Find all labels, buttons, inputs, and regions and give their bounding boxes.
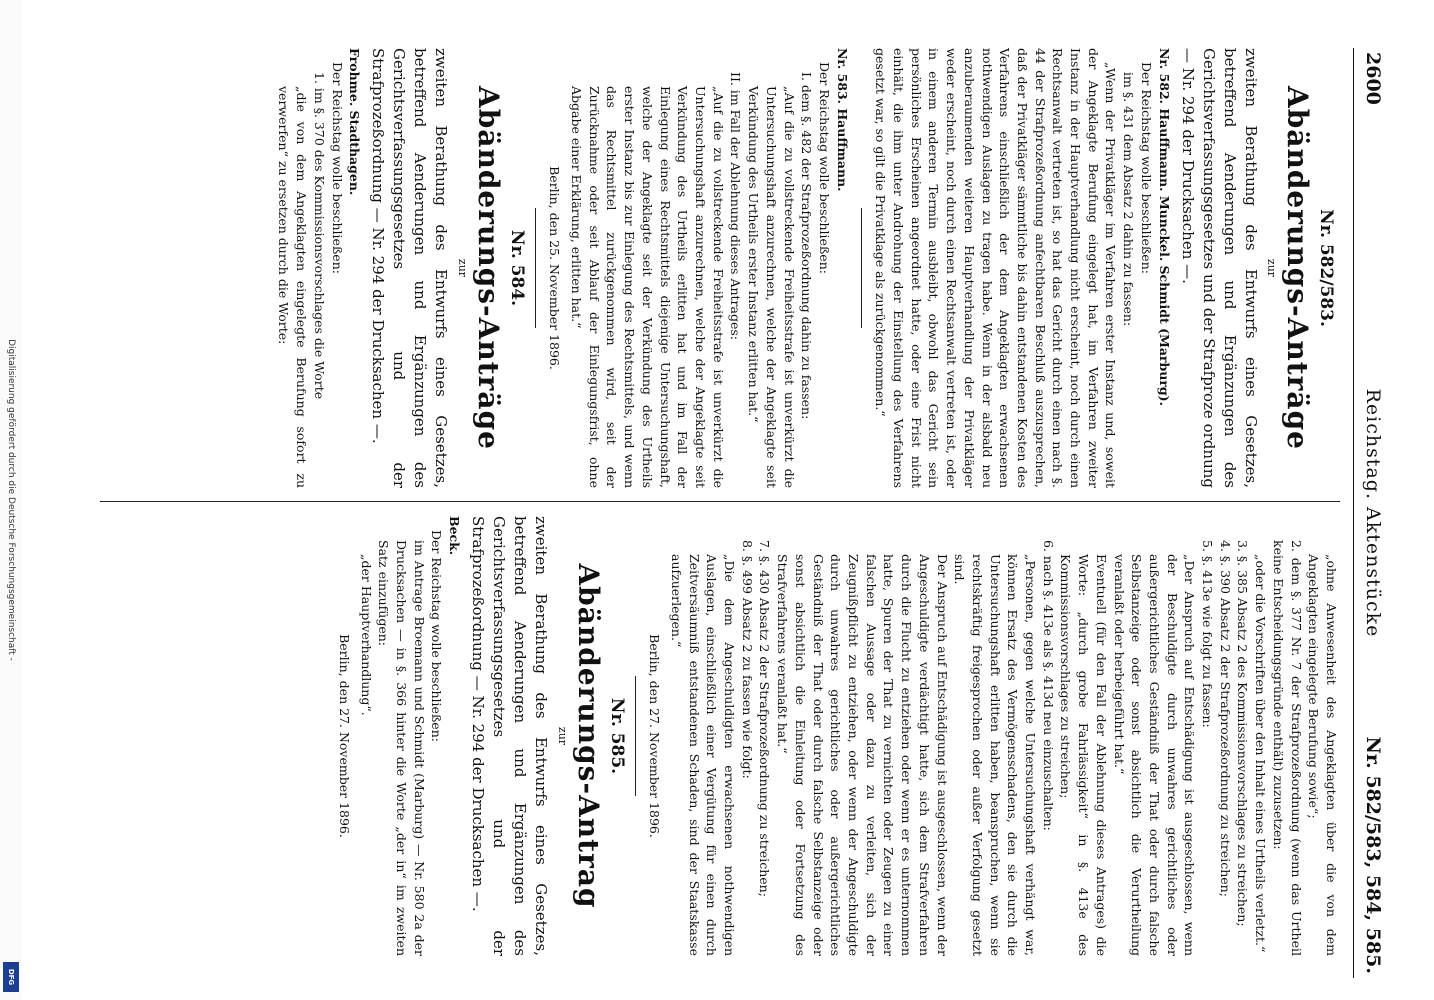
motion-583-quote: „Auf die zu vollstreckende Freiheitsstrafe ist unverkürzt die Untersuchungshaft anzurechnen, welche der Angeklagte seit Verkündung des Urtheils erlitten hat und im Fall der Einlegung eines Rechtsmittels diejenige Untersuchungshaft, welche der Angeklagte seit der Verkündung des Urtheils erster Instanz bis zur Einlegung des Rechtsmittels, und wenn das Rechtsmittel zurückgenommen wird, seit der Zurücknahme oder seit Ablauf der Einlegungsfrist, ohne Abgabe einer Erklärung, erlitten hat.“: [569, 86, 726, 488]
left-column: [275, 48, 1340, 488]
motion-582-line: Der Reichstag wolle beschließen:: [1138, 62, 1154, 274]
date-line: Berlin, den 27. November 1896.: [336, 634, 352, 838]
column-divider: [100, 501, 1340, 502]
date-line: Berlin, den 25. November 1896.: [547, 166, 563, 370]
motion-quote: „Der Anspruch auf Entschädigung ist ausgeschlossen, wenn der Beschuldigte durch unwahres gerichtliches oder außergerichtliches Geständniß der That oder durch falsche Selbstanzeige oder sonst absichtlich die Verurtheilung veranlaßt oder herbeigeführt hat.“: [1111, 554, 1198, 956]
section-title: Abänderungs-Antrag: [571, 563, 605, 909]
motion-583-line: I. dem §. 482 der Strafprozeßordnung dahin zu fassen:: [799, 72, 815, 420]
section-number: Nr. 584.: [506, 229, 527, 307]
digitization-credit: Digitalisierung gefördert durch die Deutsche Forschungsgemeinschaft -: [6, 339, 16, 661]
motion-585-line: Der Reichstag wolle beschließen:: [429, 530, 445, 742]
divider: [861, 208, 862, 328]
motion-582-line: im §. 431 dem Absatz 2 dahin zu fassen:: [1121, 72, 1137, 327]
motion-item: 5. §. 413e wie folgt zu fassen:: [1200, 540, 1216, 728]
section-zur: zur: [555, 726, 569, 746]
motion-582-heading: Nr. 582. Hauffmann. Munckel. Schmidt (Marburg).: [1156, 48, 1172, 406]
motion-item: 4. §. 390 Absatz 2 der Strafprozeßordnung zu streichen;: [1217, 540, 1233, 897]
page-number: 2600: [1362, 52, 1384, 105]
motion-585-heading: Beck.: [447, 516, 463, 556]
motion-quote: „Personen, gegen welche Untersuchungshaft verhängt war, können Ersatz des Vermögensschadens, den sie durch die Untersuchungshaft erlitten haben, beanspruchen, wenn sie rechtskräftig freigesprochen oder außer Verfolgung gesetzt sind.: [952, 554, 1039, 956]
motion-583-heading: Nr. 583. Hauffmann.: [834, 48, 850, 192]
date-line: Berlin, den 27. November 1896.: [647, 634, 663, 838]
motion-583-line: II. im Fall der Ablehnung dieses Antrages:: [728, 72, 744, 340]
continued-quote: „ohne Anwesenheit des Angeklagten über die von dem Angeklagten eingelegte Berufung sowie“;: [1306, 554, 1339, 956]
motion-item: 8. §. 499 Absatz 2 zu fassen wie folgt:: [739, 540, 755, 779]
motion-quote: Der Anspruch auf Entschädigung ist ausgeschlossen, wenn der Angeschuldigte verdächtigt hatte, sich dem Strafverfahren durch die Flucht zu entziehen oder wenn er es unternommen hatte, Spuren der That zu vernichten oder Zeugen zu einer falschen Aussage oder dazu zu verleiten, sich der Zeugnißpflicht zu entziehen, oder wenn der Angeschuldigte durch unwahres gerichtliches oder außergerichtliches Geständniß der That oder durch falsche Selbstanzeige oder sonst absichtlich die Einleitung oder Fortsetzung des Strafverfahrens veranlaßt hat.“: [775, 554, 950, 956]
motion-item: 7. §. 430 Absatz 2 der Strafprozeßordnung zu streichen;: [757, 540, 773, 897]
motion-585-quote: „der Hauptverhandlung“.: [358, 554, 374, 716]
section-zur: zur: [455, 258, 469, 278]
divider: [535, 208, 536, 328]
motion-584-heading: Frohme. Stadthagen.: [347, 48, 363, 196]
motion-582-quote: „Wenn der Privatkläger im Verfahren erster Instanz und, soweit der Angeklagte Berufung eingelegt hat, im Verfahren zweiter Instanz in der Hauptverhandlung nicht erscheint, noch durch einen Rechtsanwalt vertreten ist, so hat das Gericht durch einen nach §. 44 der Strafprozeßordnung anfechtbaren Beschluß auszusprechen, daß der Privatkläger sämmtliche bis dahin entstandenen Kosten des Verfahrens einschließlich der dem Angeklagten erwachsenen nothwendigen Auslagen zu tragen habe. Wenn in der alsbald neu anzuberaumenden weiteren Hauptverhandlung der Privatkläger weder erscheint, noch durch einen Rechtsanwalt vertreten ist, oder in einem anderen Termin ausbleibt, obwohl das Gericht sein persönliches Erscheinen angeordnet hatte, oder eine Frist nicht einhält, die ihm unter Androhung der Einstellung des Verfahrens gesetzt war, so gilt die Privatklage als zurückgenommen.“: [873, 48, 1119, 488]
running-head: Reichstag. Aktenstücke: [1362, 388, 1384, 638]
section-title: Abänderungs-Anträge: [471, 86, 505, 450]
motion-584-line: Der Reichstag wolle beschließen:: [329, 62, 345, 274]
motion-583-quote: „Auf die zu vollstreckende Freiheitsstrafe ist unverkürzt die Untersuchungshaft anzurechnen, welche der Angeklagte seit Verkündung des Urtheils erster Instanz erlitten hat.“: [746, 86, 797, 488]
motion-584-quote: „die von dem Angeklagten eingelegte Berufung sofort zu verwerfen“ zu ersetzen durch die Worte:: [276, 86, 310, 488]
motion-585-line: im Antrage Broemann und Schmidt (Marburg) — Nr. 580 2a der Drucksachen — in §. 366 hinter die Worte „der in“ im zweiten Satz einzufügen:: [376, 540, 427, 956]
section-number: Nr. 585.: [606, 697, 627, 775]
motion-item: 2. dem §. 377 Nr. 7 der Strafprozeßordnung (wenn das Urtheil keine Entscheidungsgründe enthält) zuzusetzen:: [1270, 540, 1304, 956]
section-zur: zur: [1265, 258, 1279, 278]
section-subtitle: zweiten Berathung des Entwurfs eines Gesetzes, betreffend Aenderungen und Ergänzungen des Gerichtsverfassungsgesetzes und der Strafproze ordnung — Nr. 294 der Drucksachen —.: [1178, 48, 1260, 488]
motion-item: 3. §. 385 Absatz 2 des Kommissionsvorschlages zu streichen;: [1235, 540, 1251, 927]
credit-strip: [0, 0, 22, 1000]
motion-quote: „Die dem Angeschuldigten erwachsenen nothwendigen Auslagen, einschließlich einer Vergütung für einen durch Zeitversäumniß entstandenen Schaden, sind der Staatskasse aufzuerlegen.“: [668, 554, 738, 956]
motion-583-line: Der Reichstag wolle beschließen:: [816, 62, 832, 274]
right-column: [331, 516, 1340, 956]
section-subtitle: zweiten Berathung des Entwurfs eines Gesetzes, betreffend Aenderungen und Ergänzungen des Gerichtsverfassungsgesetzes und der Strafprozeßordnung — Nr. 294 der Drucksachen —.: [469, 516, 551, 956]
section-number: Nr. 582/583.: [1316, 209, 1336, 327]
motion-item: 6. nach §. 413e als §. 413d neu einzuschalten:: [1040, 540, 1056, 831]
section-title: Abänderungs-Anträge: [1281, 86, 1315, 450]
dfg-logo-text: DFG: [7, 968, 15, 986]
section-subtitle: zweiten Berathung des Entwurfs eines Gesetzes, betreffend Aenderungen und Ergänzungen des Gerichtsverfassungsgesetzes und der Strafprozeßordnung — Nr. 294 der Drucksachen —.: [369, 48, 451, 488]
motion-584-line: 1. im §. 370 des Kommissionsvorschlages die Worte: [311, 72, 327, 400]
document-numbers: Nr. 582/583, 584, 585.: [1362, 736, 1384, 974]
rotated-document-page: [70, 48, 1390, 978]
dfg-logo: [3, 962, 19, 992]
motion-eventual: Eventuell (für den Fall der Ablehnung dieses Antrages) die Worte: „durch grobe Fahrlässigkeit“ in §. 413e des Kommissionsvorschlages zu streichen;: [1058, 554, 1109, 956]
page-header: [1353, 48, 1390, 978]
divider: [635, 676, 636, 796]
motion-quote: „oder die Vorschriften über den Inhalt eines Urtheils verletzt.“: [1253, 554, 1269, 953]
